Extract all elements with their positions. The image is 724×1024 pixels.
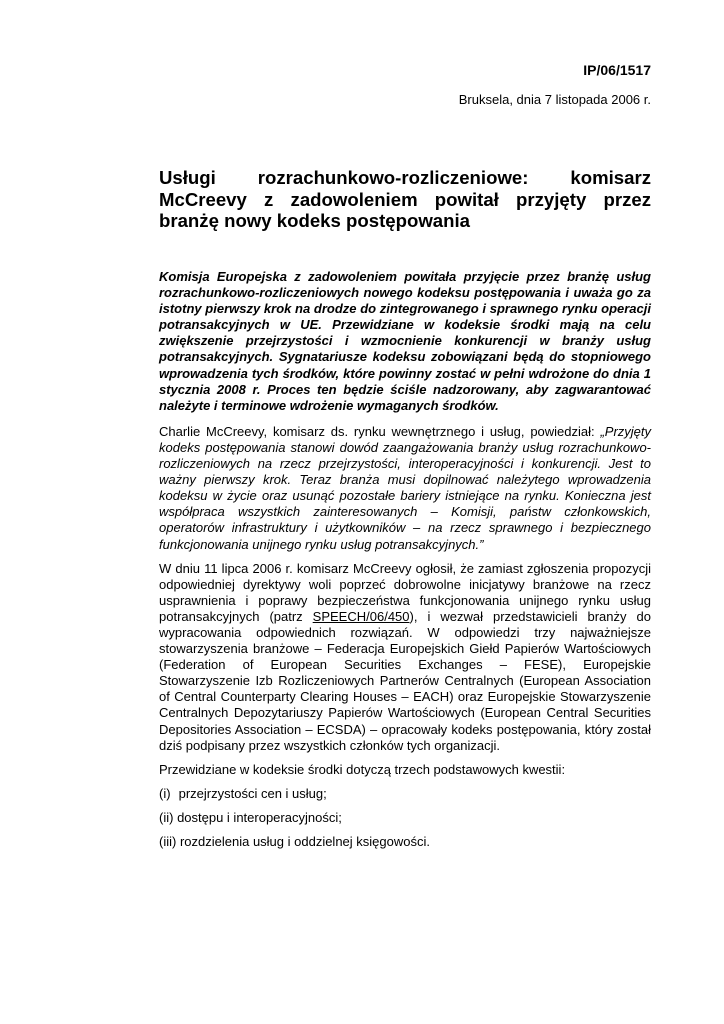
press-release-reference: IP/06/1517 bbox=[583, 62, 651, 78]
measure-number: (iii) bbox=[159, 834, 177, 849]
quote-intro: Charlie McCreevy, komisarz ds. rynku wewnętrznego i usług, powiedział: bbox=[159, 423, 601, 439]
dateline: Bruksela, dnia 7 listopada 2006 r. bbox=[458, 92, 651, 107]
measure-item bbox=[159, 810, 651, 826]
measure-item bbox=[159, 786, 651, 802]
page-title: Usługi rozrachunkowo-rozliczeniowe: komisarz McCreevy z zadowoleniem powitał przyjęty przez branżę nowy kodeks postępowania bbox=[159, 167, 651, 231]
measure-item bbox=[159, 834, 651, 850]
lead-paragraph: Komisja Europejska z zadowoleniem powitała przyjęcie przez branżę usług rozrachunkowo-rozliczeniowych nowego kodeksu postępowania i uważa go za istotny pierwszy krok na drodze do zintegrowanego i sprawnego rynku operacji potransakcyjnych w UE. Przewidziane w kodeksie środki mają na celu zwiększenie przejrzystości i wzmocnienie konkurencji w branży usług potransakcyjnych. Sygnatariusze kodeksu zobowiązani będą do stopniowego wprowadzenia tych środków, które powinny zostać w pełni wdrożone do dnia 1 stycznia 2008 r. Proces ten będzie ściśle nadzorowany, aby zagwarantować należyte i terminowe wdrożenie wymaganych środków. bbox=[159, 269, 651, 413]
history-text-end: ), i wezwał przedstawicieli branży do wypracowania odpowiednich rozwiązań. W odpowiedzi trzy najważniejsze stowarzyszenia branżowe – Federacja Europejskich Giełd Papierów Wartościowych (Federation of European Securities Exchanges – FESE), Europejskie Stowarzyszenie Izb Rozliczeniowych Partnerów Centralnych (European Association of Central Counterparty Clearing Houses – EACH) oraz Europejskie Stowarzyszenie Centralnych Depozytariuszy Papierów Wartościowych (European Central Securities Depositories Association – ECSDA) – opracowały kodeks postępowania, który został dziś podpisany przez wszystkich członków tych organizacji. bbox=[159, 608, 651, 753]
measure-number: (i) bbox=[159, 785, 171, 801]
history-text-start: W dniu 11 lipca 2006 r. komisarz McCreevy ogłosił, że zamiast zgłoszenia propozycji odpowiedniej dyrektywy woli poprzeć dobrowolne inicjatywy branżowe na rzecz usprawnienia i poprawy bezpieczeństwa funkcjonowania unijnego rynku usług potransakcyjnych (patrz bbox=[159, 560, 651, 624]
document-body bbox=[159, 269, 651, 858]
quote-paragraph bbox=[159, 424, 651, 553]
commissioner-quote: „Przyjęty kodeks postępowania stanowi dowód zaangażowania branży usług rozrachunkowo-rozliczeniowych na rzecz przejrzystości, interoperacyjności i konkurencji. Jest to ważny pierwszy krok. Teraz branża musi dopilnować należytego wprowadzenia kodeksu w życie oraz usunąć pozostałe bariery istniejące na rynku. Konieczna jest współpraca wszystkich zainteresowanych – Komisji, państw członkowskich, operatorów infrastruktury i użytkowników – na rzecz sprawnego i bezpiecznego funkcjonowania unijnego rynku usług potransakcyjnych.” bbox=[159, 423, 651, 552]
measure-number: (ii) bbox=[159, 809, 174, 825]
measure-text: rozdzielenia usług i oddzielnej księgowości. bbox=[179, 834, 430, 849]
speech-reference-link[interactable]: SPEECH/06/450 bbox=[312, 608, 410, 624]
measures-intro: Przewidziane w kodeksie środki dotyczą trzech podstawowych kwestii: bbox=[159, 761, 566, 777]
measure-text: dostępu i interoperacyjności; bbox=[177, 809, 342, 825]
measure-text: przejrzystości cen i usług; bbox=[178, 785, 327, 801]
history-paragraph bbox=[159, 561, 651, 754]
